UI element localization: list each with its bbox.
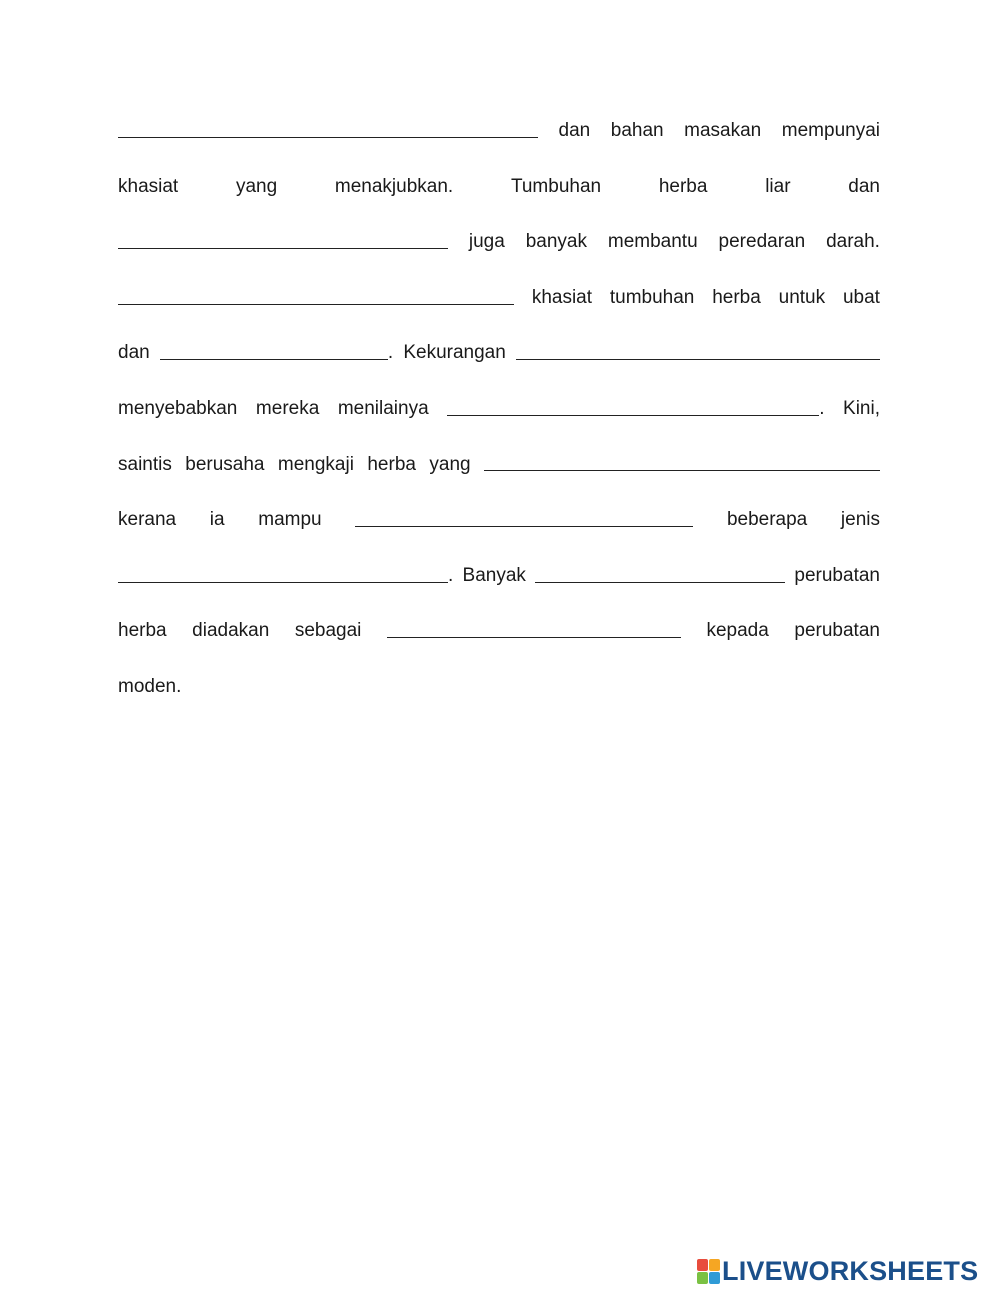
passage-line-1	[118, 103, 880, 159]
logo-mark-cell	[697, 1259, 708, 1271]
passage-line-5	[118, 325, 880, 381]
word: mempunyai	[781, 120, 880, 141]
passage-line-10	[118, 603, 880, 659]
word: herba	[658, 175, 708, 197]
word: untuk	[778, 286, 826, 308]
word: perubatan	[794, 620, 880, 642]
word: darah.	[826, 231, 880, 253]
word: Banyak	[462, 564, 526, 586]
logo-mark-cell	[697, 1272, 708, 1284]
answer-blank-5[interactable]	[516, 340, 880, 360]
word: beberapa	[726, 509, 808, 531]
word: mereka	[255, 397, 320, 419]
answer-blank-3[interactable]	[118, 285, 514, 305]
word: dan	[118, 342, 150, 364]
word: bahan	[610, 120, 664, 141]
answer-blank-1[interactable]	[118, 118, 538, 138]
logo-mark-cell	[709, 1259, 720, 1271]
word: ia	[209, 509, 225, 531]
word: dan	[558, 120, 591, 141]
passage-line-6	[118, 381, 880, 437]
answer-blank-4[interactable]	[160, 340, 388, 360]
period: .	[819, 397, 825, 419]
word: herba	[118, 620, 167, 642]
blank-with-period	[118, 548, 453, 604]
word: menilainya	[337, 397, 429, 419]
word: menakjubkan.	[334, 175, 454, 197]
period: .	[448, 564, 454, 586]
answer-blank-7[interactable]	[484, 451, 880, 471]
answer-blank-11[interactable]	[387, 618, 681, 638]
word: Kekurangan	[403, 342, 506, 364]
blank-with-period	[160, 325, 393, 381]
fill-in-passage	[118, 103, 880, 715]
word: ubat	[842, 286, 880, 308]
word: peredaran	[718, 231, 806, 253]
word: saintis	[118, 453, 172, 475]
word: banyak	[525, 231, 587, 253]
word: masakan	[684, 120, 762, 141]
passage-line-2	[118, 159, 880, 215]
passage-line-3	[118, 214, 880, 270]
word: moden.	[118, 675, 182, 697]
word: Tumbuhan	[510, 175, 602, 197]
passage-line-9	[118, 548, 880, 604]
blank-with-period	[447, 381, 824, 437]
word: mengkaji	[277, 453, 354, 475]
passage-line-7	[118, 437, 880, 493]
liveworksheets-mark-icon	[697, 1259, 719, 1283]
answer-blank-9[interactable]	[118, 563, 448, 583]
answer-blank-6[interactable]	[447, 396, 819, 416]
passage-line-4	[118, 270, 880, 326]
word: berusaha	[185, 453, 265, 475]
word: yang	[235, 175, 278, 197]
period: .	[387, 342, 394, 364]
word: juga	[468, 231, 505, 253]
word: kepada	[706, 620, 769, 642]
logo-mark-cell	[709, 1272, 720, 1284]
word: kerana	[118, 509, 177, 531]
word: tumbuhan	[609, 286, 695, 308]
word: perubatan	[794, 564, 880, 586]
logo-wordmark: LIVEWORKSHEETS	[722, 1255, 979, 1286]
word: dan	[848, 175, 880, 197]
word: mampu	[258, 509, 322, 531]
word: membantu	[607, 231, 698, 253]
word: khasiat	[531, 286, 593, 308]
word: yang	[429, 453, 471, 475]
word: menyebabkan	[118, 397, 238, 419]
answer-blank-8[interactable]	[355, 507, 693, 527]
word: diadakan	[192, 620, 270, 642]
answer-blank-10[interactable]	[535, 563, 785, 583]
answer-blank-2[interactable]	[118, 229, 448, 249]
word: herba	[367, 453, 416, 475]
passage-line-11	[118, 659, 880, 715]
word: jenis	[840, 509, 880, 531]
word: herba	[712, 286, 761, 308]
word: khasiat	[118, 175, 179, 197]
word: Kini,	[843, 397, 880, 419]
passage-line-8	[118, 492, 880, 548]
word: liar	[765, 175, 791, 197]
liveworksheets-logo	[697, 1255, 978, 1287]
word: sebagai	[294, 620, 362, 642]
